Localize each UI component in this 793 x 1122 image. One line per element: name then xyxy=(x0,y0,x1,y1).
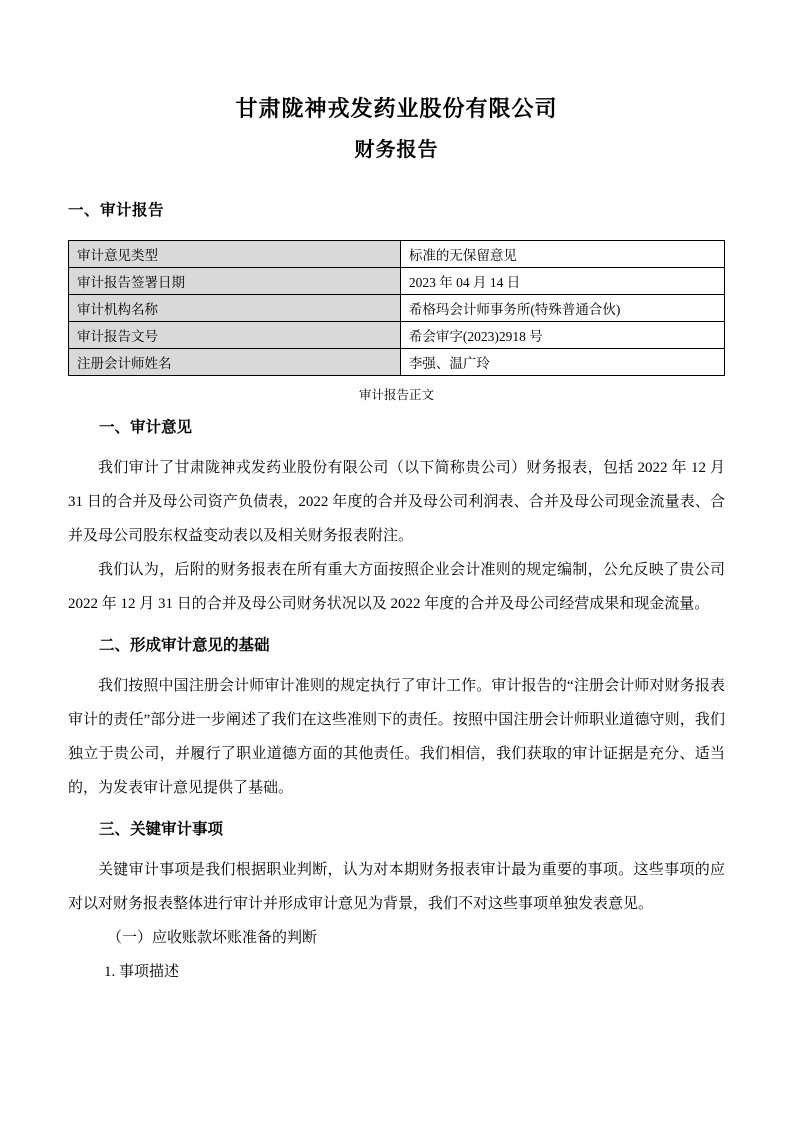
audit-info-table xyxy=(68,240,725,376)
table-cell-value: 希格玛会计师事务所(特殊普通合伙) xyxy=(400,295,724,322)
table-row xyxy=(69,295,725,322)
table-cell-label: 审计机构名称 xyxy=(69,295,401,322)
paragraph-audit-opinion-2: 我们认为，后附的财务报表在所有重大方面按照企业会计准则的规定编制，公允反映了贵公司 2022 年 12 月 31 日的合并及母公司财务状况以及 2022 年度的合并及母公司经营成果和现金流量。 xyxy=(68,562,725,613)
table-cell-value: 希会审字(2023)2918 号 xyxy=(400,322,724,349)
document-subtitle: 财务报告 xyxy=(354,139,439,162)
paragraph-audit-opinion-1: 我们审计了甘肃陇神戎发药业股份有限公司（以下简称贵公司）财务报表，包括 2022 年 12 月 31 日的合并及母公司资产负债表，2022 年度的合并及母公司利润表、合并及母公司现金流量表、合并及母公司股东权益变动表以及相关财务报表附注。 xyxy=(68,460,725,545)
sub-item-matter-description: 1. 事项描述 xyxy=(104,964,180,981)
table-cell-value: 标准的无保留意见 xyxy=(400,241,724,268)
table-cell-label: 审计意见类型 xyxy=(69,241,401,268)
table-row xyxy=(69,268,725,295)
table-cell-label: 审计报告文号 xyxy=(69,322,401,349)
table-cell-value: 李强、温广玲 xyxy=(400,349,724,376)
table-row xyxy=(69,322,725,349)
document-title: 甘肃陇神戎发药业股份有限公司 xyxy=(235,96,558,121)
paragraph-key-audit-matters: 关键审计事项是我们根据职业判断，认为对本期财务报表审计最为重要的事项。这些事项的应对以对财务报表整体进行审计并形成审计意见为背景，我们不对这些事项单独发表意见。 xyxy=(68,862,725,913)
table-cell-label: 注册会计师姓名 xyxy=(69,349,401,376)
table-cell-label: 审计报告签署日期 xyxy=(69,268,401,295)
heading-opinion-basis: 二、形成审计意见的基础 xyxy=(99,637,270,655)
section-heading-audit-report: 一、审计报告 xyxy=(68,202,165,220)
table-row xyxy=(69,241,725,268)
heading-key-audit-matters: 三、关键审计事项 xyxy=(99,821,224,839)
table-caption: 审计报告正文 xyxy=(358,388,434,403)
paragraph-opinion-basis: 我们按照中国注册会计师审计准则的规定执行了审计工作。审计报告的“注册会计师对财务报表审计的责任”部分进一步阐述了我们在这些准则下的责任。按照中国注册会计师职业道德守则，我们独立于贵公司，并履行了职业道德方面的其他责任。我们相信，我们获取的审计证据是充分、适当的，为发表审计意见提供了基础。 xyxy=(68,678,725,797)
table-row xyxy=(69,349,725,376)
table-cell-value: 2023 年 04 月 14 日 xyxy=(400,268,724,295)
sub-item-receivables-baddebt: （一）应收账款坏账准备的判断 xyxy=(107,930,318,947)
heading-audit-opinion: 一、审计意见 xyxy=(99,419,193,437)
